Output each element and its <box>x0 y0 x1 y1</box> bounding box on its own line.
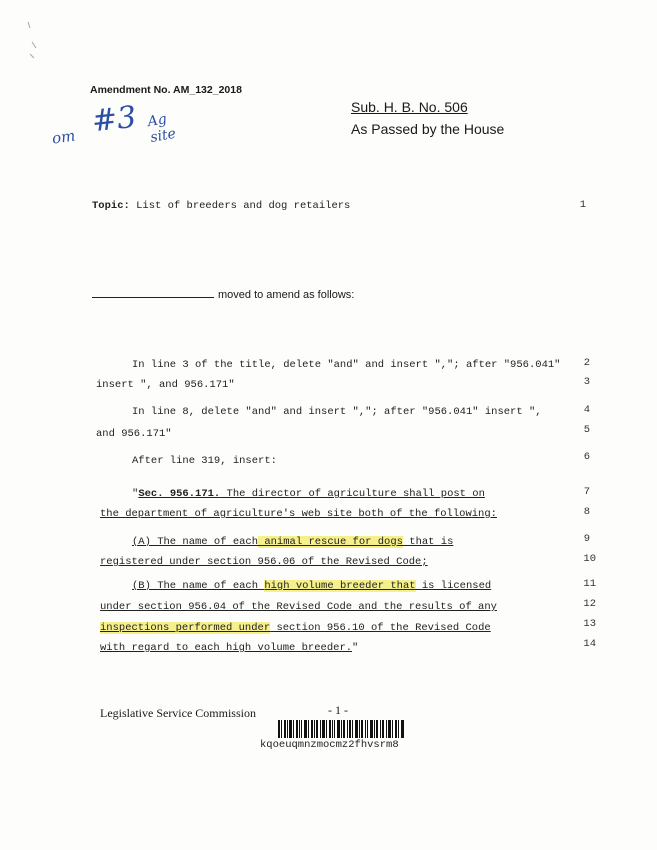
amend-line-11 <box>132 580 491 592</box>
amendment-label: Amendment No. <box>90 84 171 96</box>
amend-line-5: and 956.171" <box>96 428 172 440</box>
barcode-image <box>278 720 404 738</box>
line-number: 5 <box>583 424 590 436</box>
highlight-high-volume-breeder: high volume breeder that <box>264 580 416 592</box>
line-9-end: that is <box>402 536 454 548</box>
amend-line-6: After line 319, insert: <box>132 455 277 467</box>
amendment-id: AM_132_2018 <box>173 84 242 96</box>
handwritten-part-2: #3 <box>90 99 138 140</box>
amend-line-8: the department of agriculture's web site both of the following: <box>100 508 497 520</box>
amendment-number <box>90 84 242 96</box>
quote-close: " <box>352 642 359 654</box>
line-number: 1 <box>579 199 586 211</box>
highlight-inspections: inspections performed under <box>100 622 271 634</box>
line-number: 8 <box>583 506 590 518</box>
handwritten-part-1: om <box>50 126 77 148</box>
amend-line-2: In line 3 of the title, delete "and" and insert ","; after "956.041" <box>132 359 561 371</box>
section-heading: Sec. 956.171. <box>138 488 221 500</box>
line-number: 10 <box>583 553 596 565</box>
page-number: - 1 - <box>328 703 348 717</box>
line-number: 11 <box>583 578 596 590</box>
line-number: 7 <box>583 486 590 498</box>
bill-status: As Passed by the House <box>351 121 505 137</box>
handwritten-part-3: Ag site <box>146 111 178 146</box>
line-number: 12 <box>583 598 596 610</box>
topic-text: List of breeders and dog retailers <box>136 200 351 212</box>
amend-line-9 <box>132 536 453 548</box>
line-14-text: with regard to each high volume breeder. <box>100 642 353 654</box>
amend-line-14 <box>100 642 358 654</box>
line-number: 9 <box>583 533 590 545</box>
amend-line-4: In line 8, delete "and" and insert ","; after "956.041" insert ", <box>132 406 542 418</box>
footer-commission: Legislative Service Commission <box>100 706 256 720</box>
line-9-start: (A) The name of each <box>132 536 259 548</box>
line-number: 2 <box>583 357 590 369</box>
amend-line-7 <box>132 488 485 500</box>
amend-line-10: registered under section 956.06 of the Revised Code; <box>100 556 428 568</box>
topic-line <box>92 200 350 212</box>
mover-line <box>92 287 354 301</box>
line-11-start: (B) The name of each <box>132 580 265 592</box>
line-11-end: is licensed <box>415 580 492 592</box>
line-7-text: The director of agriculture shall post on <box>220 488 485 500</box>
amend-line-13 <box>100 622 491 634</box>
amend-line-3: insert ", and 956.171" <box>96 379 235 391</box>
mover-text: moved to amend as follows: <box>218 289 355 301</box>
mover-blank <box>92 287 214 298</box>
line-number: 3 <box>583 376 590 388</box>
line-13-end: section 956.10 of the Revised Code <box>270 622 491 634</box>
barcode-text: kqoeuqmnzmocmz2fhvsrm8 <box>260 739 399 751</box>
line-number: 14 <box>583 638 596 650</box>
line-number: 13 <box>583 618 596 630</box>
line-number: 6 <box>583 451 590 463</box>
quote-open: " <box>132 488 139 500</box>
topic-label: Topic: <box>92 200 130 212</box>
line-number: 4 <box>583 404 590 416</box>
highlight-animal-rescue: animal rescue for dogs <box>258 536 403 548</box>
scan-mark <box>20 18 50 68</box>
bill-number: Sub. H. B. No. 506 <box>351 99 468 115</box>
amend-line-12: under section 956.04 of the Revised Code and the results of any <box>100 601 497 613</box>
